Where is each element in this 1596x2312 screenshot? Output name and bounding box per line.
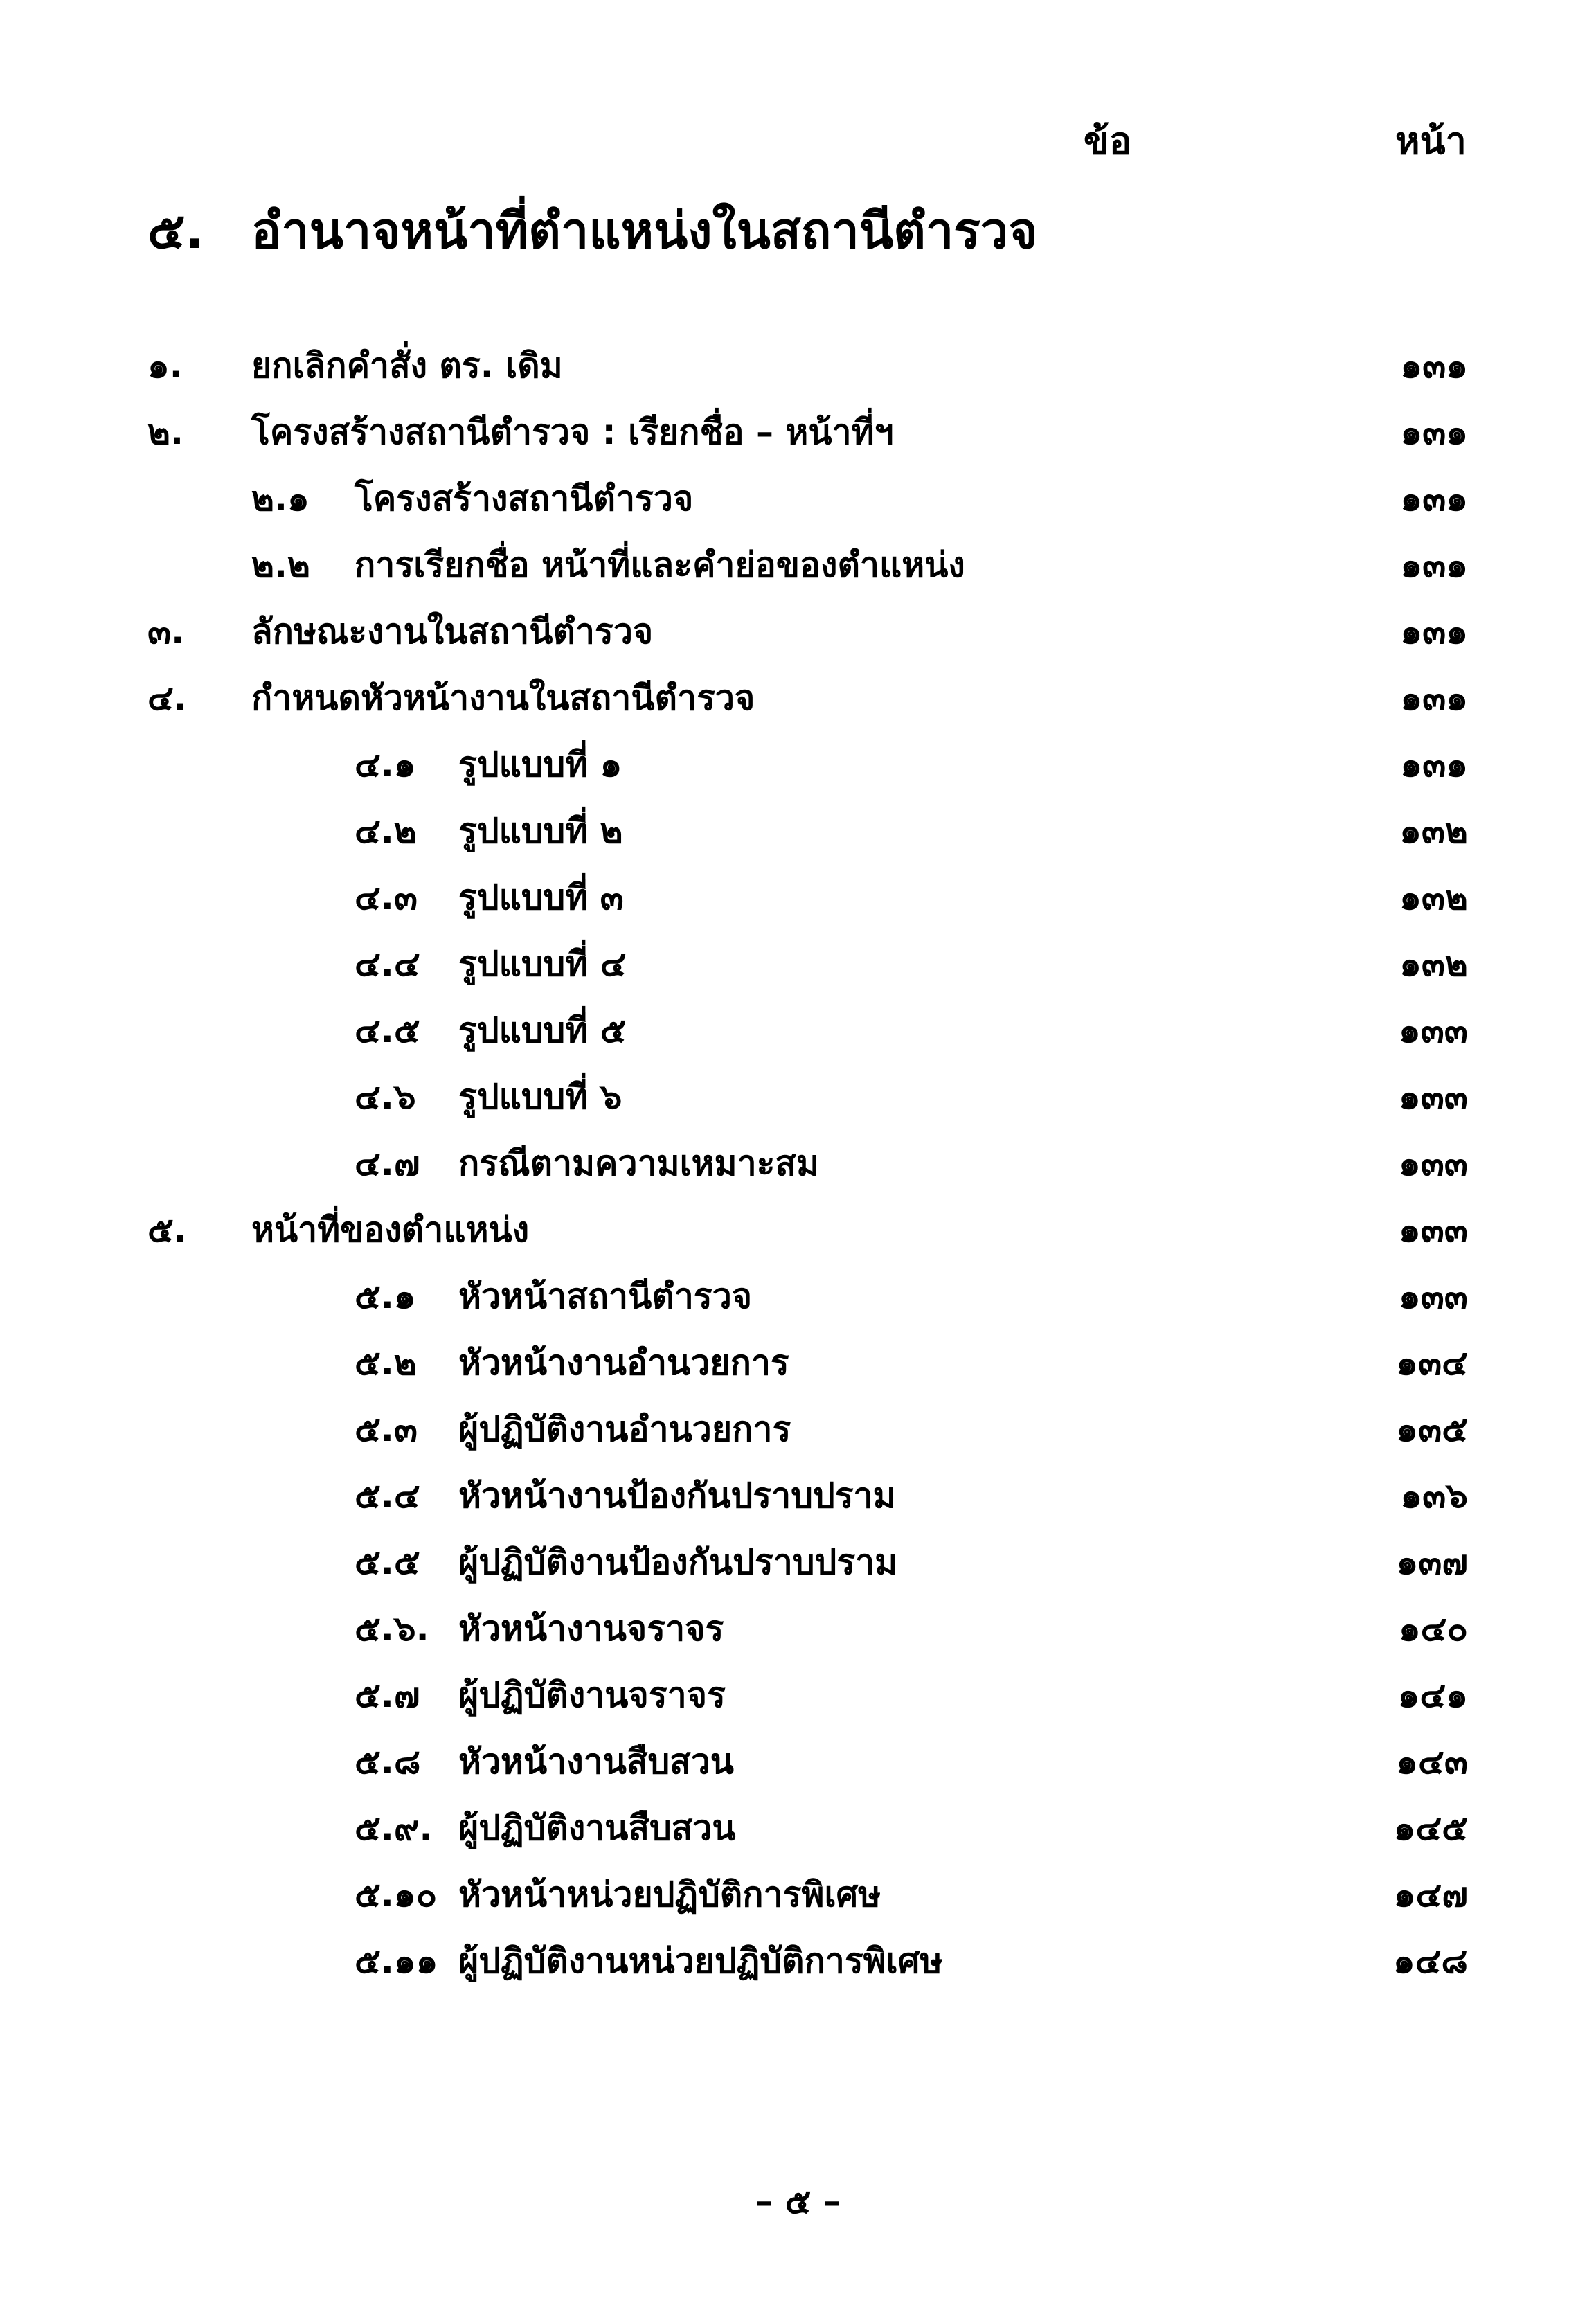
toc-entry-title: ยกเลิกคำสั่ง ตร. เดิม: [251, 346, 563, 386]
toc-entry: [0, 1329, 1596, 1396]
toc-entry-title: รูปแบบที่ ๒: [458, 811, 623, 851]
toc-entry: [0, 798, 1596, 864]
toc-entry-number: ๕.๒: [355, 1343, 417, 1383]
toc-entry-number: ๕.๕: [355, 1542, 420, 1582]
toc-entry-number: ๒.๒: [251, 545, 310, 585]
section-number: ๕.: [147, 201, 204, 260]
toc-entry-title: หน้าที่ของตำแหน่ง: [251, 1210, 530, 1250]
toc-entry-title: หัวหน้างานสืบสวน: [458, 1741, 734, 1782]
toc-entry-title: หัวหน้าหน่วยปฏิบัติการพิเศษ: [458, 1874, 881, 1915]
toc-entry: [0, 1462, 1596, 1529]
toc-entry: [0, 1595, 1596, 1662]
section-title: [147, 190, 1038, 270]
toc-entry-title: กรณีตามความเหมาะสม: [458, 1143, 819, 1183]
toc-entry-title: รูปแบบที่ ๕: [458, 1010, 627, 1050]
toc-entry-number: ๔.๗: [355, 1143, 420, 1183]
toc-entry-page: ๑๔๕: [1393, 1808, 1468, 1848]
toc-entry-page: ๑๓๒: [1399, 877, 1468, 917]
toc-entry: [0, 399, 1596, 465]
toc-entry-number: ๕.๔: [355, 1476, 420, 1516]
toc-entry-number: ๒.: [147, 412, 183, 452]
toc-entry-page: ๑๓๖: [1400, 1476, 1468, 1516]
toc-entry-number: ๕.๑๐: [355, 1874, 438, 1915]
toc-entry-page: ๑๔๑: [1397, 1675, 1468, 1715]
toc-entry-page: ๑๓๑: [1400, 412, 1468, 452]
toc-entry-page: ๑๓๕: [1396, 1409, 1468, 1449]
column-header-page: หน้า: [1395, 119, 1467, 163]
toc-entry-page: ๑๓๑: [1400, 678, 1468, 718]
toc-entry: [0, 1396, 1596, 1462]
toc-entry-title: โครงสร้างสถานีตำรวจ: [355, 478, 694, 519]
toc-entry-number: ๔.๕: [355, 1010, 420, 1050]
toc-entry-page: ๑๔๗: [1393, 1874, 1468, 1915]
toc-entry: [0, 532, 1596, 598]
toc-entry-title: การเรียกชื่อ หน้าที่และคำย่อของตำแหน่ง: [355, 545, 965, 585]
toc-entry-number: ๕.๑: [355, 1276, 416, 1316]
toc-entry-page: ๑๓๗: [1396, 1542, 1468, 1582]
toc-entry-title: รูปแบบที่ ๖: [458, 1077, 622, 1117]
toc-entry-title: ผู้ปฏิบัติงานอำนวยการ: [458, 1409, 791, 1449]
toc-entry-number: ๔.๓: [355, 877, 418, 917]
section-title-text: อำนาจหน้าที่ตำแหน่งในสถานีตำรวจ: [251, 201, 1038, 260]
toc-entry-page: ๑๓๓: [1398, 1010, 1468, 1050]
toc-entry-number: ๕.๘: [355, 1741, 421, 1782]
toc-entry-page: ๑๓๑: [1400, 545, 1468, 585]
toc-entry: [0, 1197, 1596, 1263]
toc-entry-page: ๑๓๔: [1396, 1343, 1468, 1383]
toc-entry-page: ๑๔๘: [1392, 1941, 1468, 1981]
toc-entry-number: ๕.๓: [355, 1409, 418, 1449]
toc-entry: [0, 1064, 1596, 1130]
toc-entry-page: ๑๓๓: [1398, 1210, 1468, 1250]
toc-entry-title: กำหนดหัวหน้างานในสถานีตำรวจ: [251, 678, 755, 718]
toc-entry-page: ๑๓๑: [1400, 478, 1468, 519]
toc-entry: [0, 465, 1596, 532]
toc-entry-title: ผู้ปฏิบัติงานหน่วยปฏิบัติการพิเศษ: [458, 1941, 943, 1981]
toc-entry-page: ๑๔๐: [1398, 1608, 1468, 1649]
toc-entry-title: ผู้ปฏิบัติงานสืบสวน: [458, 1808, 736, 1848]
toc-entry-title: โครงสร้างสถานีตำรวจ : เรียกชื่อ – หน้าที่ฯ: [251, 412, 894, 452]
column-header-item: ข้อ: [1084, 119, 1132, 163]
toc-entry: [0, 665, 1596, 731]
toc-entry-number: ๔.๖: [355, 1077, 416, 1117]
toc-entry-number: ๕.๗: [355, 1675, 420, 1715]
toc-entry-number: ๕.๙.: [355, 1808, 433, 1848]
toc-entry-title: รูปแบบที่ ๓: [458, 877, 624, 917]
toc-entry-number: ๑.: [147, 346, 183, 386]
toc-entry-number: ๕.: [147, 1210, 187, 1250]
toc-entry-number: ๔.๑: [355, 744, 416, 785]
toc-entry: [0, 1861, 1596, 1928]
toc-entry-title: หัวหน้างานป้องกันปราบปราม: [458, 1476, 896, 1516]
toc-entry: [0, 731, 1596, 798]
toc-entry: [0, 1728, 1596, 1795]
toc-entry-title: หัวหน้าสถานีตำรวจ: [458, 1276, 753, 1316]
toc-entry-page: ๑๓๒: [1399, 811, 1468, 851]
toc-entry-title: ลักษณะงานในสถานีตำรวจ: [251, 611, 654, 652]
toc-entry-title: รูปแบบที่ ๔: [458, 944, 627, 984]
toc-entry: [0, 1130, 1596, 1197]
table-of-contents: [0, 332, 1596, 1994]
toc-entry-title: หัวหน้างานอำนวยการ: [458, 1343, 789, 1383]
toc-entry-page: ๑๔๓: [1396, 1741, 1468, 1782]
toc-entry: [0, 1795, 1596, 1861]
toc-entry-page: ๑๓๑: [1400, 346, 1468, 386]
toc-entry-page: ๑๓๒: [1399, 944, 1468, 984]
toc-entry-title: รูปแบบที่ ๑: [458, 744, 622, 785]
toc-entry-page: ๑๓๓: [1398, 1077, 1468, 1117]
toc-entry-page: ๑๓๓: [1398, 1276, 1468, 1316]
toc-entry: [0, 1263, 1596, 1329]
toc-entry: [0, 1928, 1596, 1994]
toc-entry: [0, 1529, 1596, 1595]
toc-entry-page: ๑๓๑: [1400, 611, 1468, 652]
toc-entry-number: ๔.๔: [355, 944, 420, 984]
toc-entry-page: ๑๓๑: [1400, 744, 1468, 785]
toc-entry: [0, 332, 1596, 399]
toc-entry-page: ๑๓๓: [1398, 1143, 1468, 1183]
page-footer-number: – ๕ –: [755, 2181, 841, 2221]
toc-entry-title: หัวหน้างานจราจร: [458, 1608, 724, 1649]
toc-entry-number: ๒.๑: [251, 478, 310, 519]
toc-entry-title: ผู้ปฏิบัติงานจราจร: [458, 1675, 726, 1715]
toc-entry-number: ๔.๒: [355, 811, 417, 851]
toc-entry-number: ๕.๖.: [355, 1608, 429, 1649]
toc-entry-title: ผู้ปฏิบัติงานป้องกันปราบปราม: [458, 1542, 898, 1582]
toc-entry-number: ๓.: [147, 611, 185, 652]
toc-entry-number: ๕.๑๑: [355, 1941, 438, 1981]
toc-entry: [0, 598, 1596, 665]
toc-entry: [0, 1662, 1596, 1728]
toc-entry: [0, 931, 1596, 997]
toc-entry-number: ๔.: [147, 678, 187, 718]
toc-entry: [0, 864, 1596, 931]
toc-entry: [0, 997, 1596, 1064]
